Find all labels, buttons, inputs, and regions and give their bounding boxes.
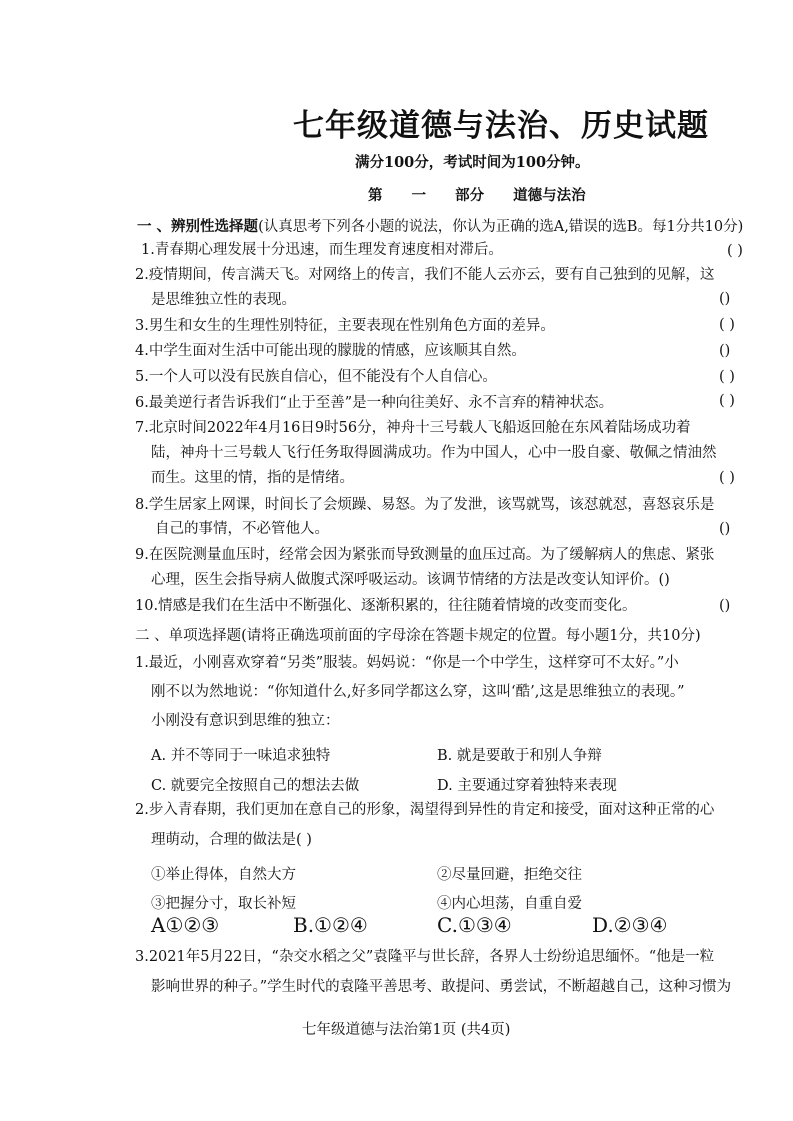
q8-line: 自己的事情，不必管他人。 — [155, 521, 329, 537]
q7-line: 7.北京时间2022年4月16日9时56分，神舟十三号载人飞船返回舱在东风着陆场成功着 — [135, 420, 691, 436]
mc2-option-c[interactable]: C.①③④ — [437, 913, 512, 937]
section2-instruction: (请将正确选项前面的字母涂在答题卡规定的位置。每小题1分，共10分) — [241, 628, 701, 644]
mc2-option-b[interactable]: B.①②④ — [293, 913, 368, 937]
q2-line: 是思维独立性的表现。 — [151, 292, 296, 308]
mc2-option-d[interactable]: D.②③④ — [592, 913, 668, 937]
q5-line: 5.一个人可以没有民族自信心，但不能没有个人自信心。 — [135, 369, 497, 385]
mc2-item-2: ②尽量回避，拒绝交往 — [437, 867, 582, 883]
q8-answer-paren[interactable]: () — [719, 521, 731, 537]
mc1-option-c[interactable]: C. 就要完全按照自己的想法去做 — [151, 778, 360, 794]
mc1-line: 1.最近，小刚喜欢穿着“另类”服装。妈妈说：“你是一个中学生，这样穿可不太好。”小 — [135, 655, 679, 671]
mc2-line: 2.步入青春期，我们更加在意自己的形象，渴望得到异性的肯定和接受，面对这种正常的心 — [135, 802, 715, 818]
page-footer: 七年级道德与法治第1页 (共4页) — [302, 1022, 511, 1038]
section1-instruction: (认真思考下列各小题的说法，你认为正确的选A,错误的选B。每1分共10分) — [258, 219, 744, 235]
q3-line: 3.男生和女生的生理性别特征，主要表现在性别角色方面的差异。 — [135, 318, 555, 334]
section1-heading — [137, 215, 743, 236]
q4-answer-paren[interactable]: () — [719, 343, 731, 359]
section1-label: 一 、辨别性选择题 — [137, 218, 259, 235]
mc3-line: 影响世界的种子。”学生时代的袁隆平善思考、敢提问、勇尝试，不断超越自己，这种习惯为 — [151, 979, 732, 995]
section2-label: 二 、单项选择题 — [135, 628, 242, 644]
q8-line: 8.学生居家上网课，时间长了会烦躁、易怒。为了发泄，该骂就骂，该怼就怼，喜怒哀乐是 — [135, 497, 715, 513]
mc1-option-d[interactable]: D. 主要通过穿着独特来表现 — [437, 778, 617, 794]
mc1-line: 小刚没有意识到思维的独立： — [151, 713, 340, 729]
mc2-item-4: ④内心坦荡，自重自爱 — [437, 896, 582, 912]
mc2-item-3: ③把握分寸，取长补短 — [151, 896, 296, 912]
q4-line: 4.中学生面对生活中可能出现的朦胧的情感，应该顺其自然。 — [135, 343, 526, 359]
mc2-line: 理萌动，合理的做法是( ) — [151, 832, 312, 848]
q3-answer-paren[interactable]: ( ) — [719, 317, 735, 333]
q2-answer-paren[interactable]: () — [719, 291, 731, 307]
q7-line: 陆，神舟十三号载人飞行任务取得圆满成功。作为中国人，心中一股自豪、敬佩之情油然 — [151, 445, 717, 461]
mc1-option-a[interactable]: A. 并不等同于一味追求独特 — [151, 748, 331, 764]
q9-line: 9.在医院测量血压时，经常会因为紧张而导致测量的血压过高。为了缓解病人的焦虑、紧张 — [135, 547, 715, 563]
q9-line: 心理，医生会指导病人做腹式深呼吸运动。该调节情绪的方法是改变认知评价。() — [151, 572, 670, 588]
q7-line: 而生。这里的情，指的是情绪。 — [151, 470, 354, 486]
q6-answer-paren[interactable]: ( ) — [719, 393, 735, 409]
part-heading: 第 一 部分 道德与法治 — [368, 187, 586, 204]
mc1-line: 刚不以为然地说：“你知道什么,好多同学都这么穿，这叫‘酷’,这是思维独立的表现。” — [151, 684, 685, 700]
q6-line: 6.最美逆行者告诉我们“止于至善”是一种向往美好、永不言弃的精神状态。 — [135, 395, 614, 411]
exam-subtitle: 满分100分，考试时间为100分钟。 — [355, 154, 590, 171]
q1-line: 1.青春期心理发展十分迅速，而生理发育速度相对滞后。 — [141, 242, 503, 258]
mc2-item-1: ①举止得体，自然大方 — [151, 867, 296, 883]
q7-answer-paren[interactable]: ( ) — [719, 470, 735, 486]
q2-line: 2.疫情期间，传言满天飞。对网络上的传言，我们不能人云亦云，要有自己独到的见解，这 — [135, 267, 715, 283]
q5-answer-paren[interactable]: ( ) — [719, 369, 735, 385]
mc1-option-b[interactable]: B. 就是要敢于和别人争辩 — [437, 748, 602, 764]
page-title: 七年级道德与法治、历史试题 — [293, 108, 709, 144]
q10-line: 10.情感是我们在生活中不断强化、逐渐积累的，往往随着情境的改变而变化。 — [135, 598, 637, 614]
q1-answer-paren[interactable]: ( ) — [727, 243, 743, 259]
q10-answer-paren[interactable]: () — [719, 598, 731, 614]
mc2-option-a[interactable]: A①②③ — [151, 913, 220, 937]
section2-heading — [135, 624, 701, 645]
mc3-line: 3.2021年5月22日，“杂交水稻之父”袁隆平与世长辞，各界人士纷纷追思缅怀。“他是一粒 — [135, 949, 715, 965]
